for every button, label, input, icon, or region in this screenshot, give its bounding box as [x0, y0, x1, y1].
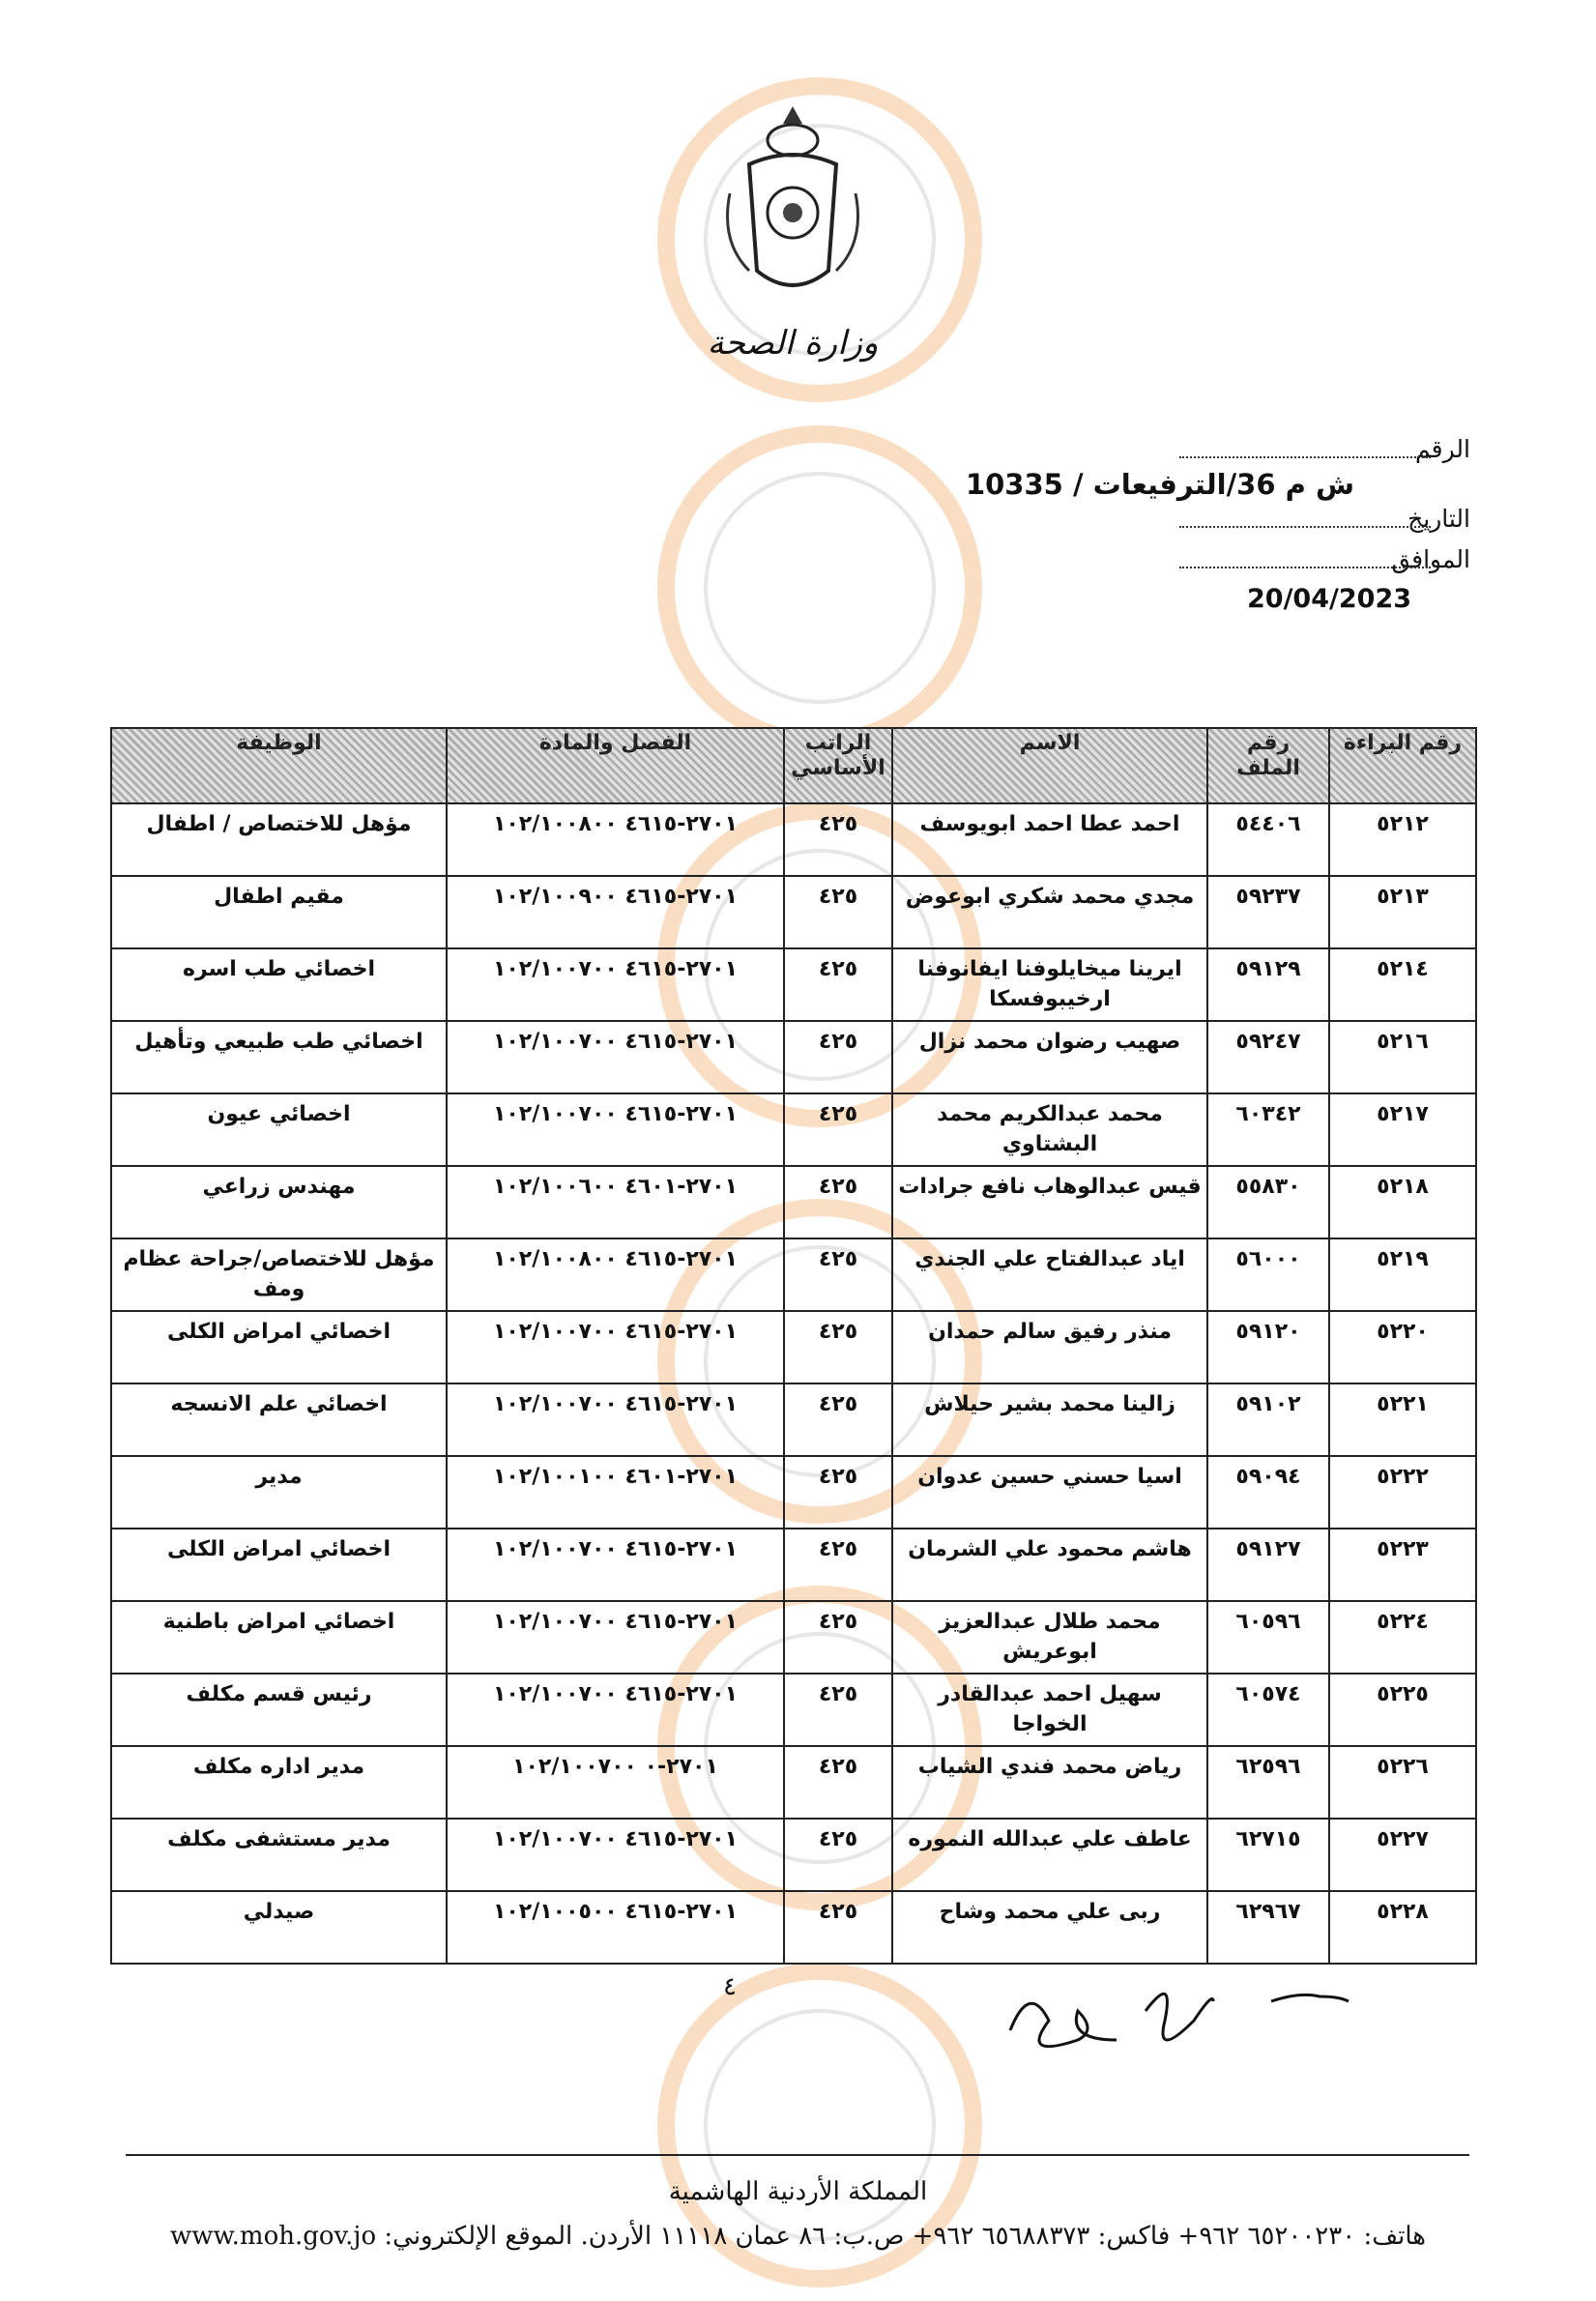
employee-name-cell: اياد عبدالفتاح علي الجندي [892, 1238, 1207, 1311]
employee-name-cell: اسيا حسني حسين عدوان [892, 1456, 1207, 1529]
basic-salary-cell: ٤٢٥ [784, 1819, 892, 1891]
registration-no-cell: ٥٢٢٨ [1329, 1891, 1476, 1964]
date-label: التاريخ [1407, 505, 1470, 533]
basic-salary-cell: ٤٢٥ [784, 1311, 892, 1384]
ref-value: ش م 36/الترفيعات / 10335 [965, 468, 1354, 501]
job-title-cell: اخصائي طب طبيعي وتأهيل [111, 1021, 447, 1093]
table-row [111, 876, 1476, 948]
basic-salary-cell: ٤٢٥ [784, 1746, 892, 1819]
chapter-article-cell: ١٠٢/١٠٠٧٠٠ ٤٦١٥-٢٧٠١ [447, 1021, 784, 1093]
file-no-cell: ٥٤٤٠٦ [1207, 803, 1329, 876]
employee-name-cell: عاطف علي عبدالله النموره [892, 1819, 1207, 1891]
table-section [110, 727, 1475, 2001]
file-no-cell: ٥٩٢٣٧ [1207, 876, 1329, 948]
col-header-basic-salary: الراتب الأساسي [784, 728, 892, 803]
job-title-cell: مدير [111, 1456, 447, 1529]
file-no-cell: ٥٩٠٩٤ [1207, 1456, 1329, 1529]
registration-no-cell: ٥٢١٩ [1329, 1238, 1476, 1311]
basic-salary-cell: ٤٢٥ [784, 1674, 892, 1746]
corresponding-label: الموافق [1391, 545, 1470, 573]
job-title-cell: مقيم اطفال [111, 876, 447, 948]
col-header-chapter-article: الفصل والمادة [447, 728, 784, 803]
file-no-cell: ٦٢٧١٥ [1207, 1819, 1329, 1891]
basic-salary-cell: ٤٢٥ [784, 1238, 892, 1311]
file-no-cell: ٥٩١٢٩ [1207, 948, 1329, 1021]
chapter-article-cell: ١٠٢/١٠٠٧٠٠ ٤٦١٥-٢٧٠١ [447, 1819, 784, 1891]
registration-no-cell: ٥٢٢٤ [1329, 1601, 1476, 1674]
table-row [111, 1311, 1476, 1384]
col-header-job-title: الوظيفة [111, 728, 447, 803]
registration-no-cell: ٥٢٢٣ [1329, 1529, 1476, 1601]
file-no-cell: ٦٢٥٩٦ [1207, 1746, 1329, 1819]
file-no-cell: ٦٠٥٧٤ [1207, 1674, 1329, 1746]
job-title-cell: مهندس زراعي [111, 1166, 447, 1238]
file-no-cell: ٥٥٨٣٠ [1207, 1166, 1329, 1238]
registration-no-cell: ٥٢١٦ [1329, 1021, 1476, 1093]
employee-name-cell: منذر رفيق سالم حمدان [892, 1311, 1207, 1384]
registration-no-cell: ٥٢١٨ [1329, 1166, 1476, 1238]
chapter-article-cell: ١٠٢/١٠٠٧٠٠ ٤٦١٥-٢٧٠١ [447, 1674, 784, 1746]
employee-name-cell: ربى علي محمد وشاح [892, 1891, 1207, 1964]
corresponding-dots [1179, 567, 1431, 568]
job-title-cell: مدير اداره مكلف [111, 1746, 447, 1819]
date-dots [1179, 526, 1431, 528]
basic-salary-cell: ٤٢٥ [784, 1891, 892, 1964]
file-no-cell: ٦٠٥٩٦ [1207, 1601, 1329, 1674]
basic-salary-cell: ٤٢٥ [784, 1166, 892, 1238]
registration-no-cell: ٥٢٢٧ [1329, 1819, 1476, 1891]
registration-no-cell: ٥٢١٣ [1329, 876, 1476, 948]
employee-name-cell: ايرينا ميخايلوفنا ايفانوفنا ارخيبوفسكا [892, 948, 1207, 1021]
basic-salary-cell: ٤٢٥ [784, 1529, 892, 1601]
basic-salary-cell: ٤٢٥ [784, 948, 892, 1021]
chapter-article-cell: ١٠٢/١٠٠١٠٠ ٤٦٠١-٢٧٠١ [447, 1456, 784, 1529]
table-row [111, 1021, 1476, 1093]
file-no-cell: ٦٠٣٤٢ [1207, 1093, 1329, 1166]
registration-no-cell: ٥٢٢٠ [1329, 1311, 1476, 1384]
registration-no-cell: ٥٢١٢ [1329, 803, 1476, 876]
coat-of-arms-logo [711, 97, 875, 329]
chapter-article-cell: ١٠٢/١٠٠٧٠٠ ٤٦١٥-٢٧٠١ [447, 1311, 784, 1384]
chapter-article-cell: ١٠٢/١٠٠٧٠٠ ٤٦١٥-٢٧٠١ [447, 1384, 784, 1456]
basic-salary-cell: ٤٢٥ [784, 1093, 892, 1166]
ministry-name: وزارة الصحة [707, 324, 879, 363]
table-row [111, 1529, 1476, 1601]
registration-no-cell: ٥٢١٧ [1329, 1093, 1476, 1166]
basic-salary-cell: ٤٢٥ [784, 1601, 892, 1674]
chapter-article-cell: ١٠٢/١٠٠٧٠٠ ٤٦١٥-٢٧٠١ [447, 1529, 784, 1601]
employee-name-cell: سهيل احمد عبدالقادر الخواجا [892, 1674, 1207, 1746]
registration-no-cell: ٥٢٢٢ [1329, 1456, 1476, 1529]
registration-no-cell: ٥٢٢١ [1329, 1384, 1476, 1456]
basic-salary-cell: ٤٢٥ [784, 876, 892, 948]
file-no-cell: ٦٢٩٦٧ [1207, 1891, 1329, 1964]
date-value: 20/04/2023 [1247, 584, 1412, 614]
job-title-cell: اخصائي امراض باطنية [111, 1601, 447, 1674]
page-number: ٤ [723, 1972, 737, 2001]
employee-name-cell: صهيب رضوان محمد نزال [892, 1021, 1207, 1093]
employee-name-cell: رياض محمد فندي الشياب [892, 1746, 1207, 1819]
registration-no-cell: ٥٢٢٦ [1329, 1746, 1476, 1819]
table-row [111, 1601, 1476, 1674]
table-row [111, 1674, 1476, 1746]
basic-salary-cell: ٤٢٥ [784, 1384, 892, 1456]
footer-contact: هاتف: ٦٥٢٠٠٢٣٠ ٩٦٢+ فاكس: ٦٥٦٨٨٣٧٣ ٩٦٢+ ص.ب: ٨٦ عمان ١١١١٨ الأردن. الموقع الإلكتروني: www.moh.gov.jo [169, 2222, 1427, 2251]
table-row [111, 1819, 1476, 1891]
chapter-article-cell: ١٠٢/١٠٠٥٠٠ ٤٦١٥-٢٧٠١ [447, 1891, 784, 1964]
job-title-cell: اخصائي امراض الكلى [111, 1311, 447, 1384]
job-title-cell: مدير مستشفى مكلف [111, 1819, 447, 1891]
ref-dots [1179, 456, 1431, 458]
job-title-cell: مؤهل للاختصاص/جراحة عظام ومف [111, 1238, 447, 1311]
file-no-cell: ٥٩١٢٠ [1207, 1311, 1329, 1384]
basic-salary-cell: ٤٢٥ [784, 1021, 892, 1093]
job-title-cell: اخصائي عيون [111, 1093, 447, 1166]
table-row [111, 1238, 1476, 1311]
employee-name-cell: محمد طلال عبدالعزيز ابوعريش [892, 1601, 1207, 1674]
table-row [111, 1093, 1476, 1166]
col-header-name: الاسم [892, 728, 1207, 803]
job-title-cell: اخصائي طب اسره [111, 948, 447, 1021]
chapter-article-cell: ١٠٢/١٠٠٧٠٠ ٤٦١٥-٢٧٠١ [447, 1601, 784, 1674]
employee-name-cell: زالينا محمد بشير حيلاش [892, 1384, 1207, 1456]
table-row [111, 948, 1476, 1021]
employee-name-cell: مجدي محمد شكري ابوعوض [892, 876, 1207, 948]
registration-no-cell: ٥٢١٤ [1329, 948, 1476, 1021]
chapter-article-cell: ١٠٢/١٠٠٧٠٠ ٤٦١٥-٢٧٠١ [447, 1093, 784, 1166]
footer-kingdom: المملكة الأردنية الهاشمية [668, 2177, 928, 2206]
basic-salary-cell: ٤٢٥ [784, 1456, 892, 1529]
footer-divider [126, 2154, 1469, 2156]
table-row [111, 1166, 1476, 1238]
table-header-row [111, 728, 1476, 803]
signature [1001, 1972, 1368, 2059]
col-header-file-no: رقم الملف [1207, 728, 1329, 803]
employee-name-cell: هاشم محمود علي الشرمان [892, 1529, 1207, 1601]
file-no-cell: ٥٩٢٤٧ [1207, 1021, 1329, 1093]
chapter-article-cell: ١٠٢/١٠٠٨٠٠ ٤٦١٥-٢٧٠١ [447, 803, 784, 876]
table-row [111, 1456, 1476, 1529]
registration-no-cell: ٥٢٢٥ [1329, 1674, 1476, 1746]
job-title-cell: مؤهل للاختصاص / اطفال [111, 803, 447, 876]
employee-name-cell: احمد عطا احمد ابويوسف [892, 803, 1207, 876]
chapter-article-cell: ١٠٢/١٠٠٧٠٠ ٠-٢٧٠١ [447, 1746, 784, 1819]
chapter-article-cell: ١٠٢/١٠٠٨٠٠ ٤٦١٥-٢٧٠١ [447, 1238, 784, 1311]
file-no-cell: ٥٦٠٠٠ [1207, 1238, 1329, 1311]
chapter-article-cell: ١٠٢/١٠٠٧٠٠ ٤٦١٥-٢٧٠١ [447, 948, 784, 1021]
table-row [111, 1384, 1476, 1456]
chapter-article-cell: ١٠٢/١٠٠٩٠٠ ٤٦١٥-٢٧٠١ [447, 876, 784, 948]
file-no-cell: ٥٩١٠٢ [1207, 1384, 1329, 1456]
employee-name-cell: قيس عبدالوهاب نافع جرادات [892, 1166, 1207, 1238]
table-row [111, 1891, 1476, 1964]
col-header-registration-no: رقم البراءة [1329, 728, 1476, 803]
promotions-table [110, 727, 1477, 1965]
table-row [111, 1746, 1476, 1819]
watermark-clock [657, 425, 982, 750]
ref-label: الرقم [1415, 435, 1470, 463]
job-title-cell: اخصائي امراض الكلى [111, 1529, 447, 1601]
table-body [111, 803, 1476, 1964]
chapter-article-cell: ١٠٢/١٠٠٦٠٠ ٤٦٠١-٢٧٠١ [447, 1166, 784, 1238]
job-title-cell: اخصائي علم الانسجه [111, 1384, 447, 1456]
basic-salary-cell: ٤٢٥ [784, 803, 892, 876]
job-title-cell: صيدلي [111, 1891, 447, 1964]
file-no-cell: ٥٩١٢٧ [1207, 1529, 1329, 1601]
job-title-cell: رئيس قسم مكلف [111, 1674, 447, 1746]
employee-name-cell: محمد عبدالكريم محمد البشتاوي [892, 1093, 1207, 1166]
table-row [111, 803, 1476, 876]
